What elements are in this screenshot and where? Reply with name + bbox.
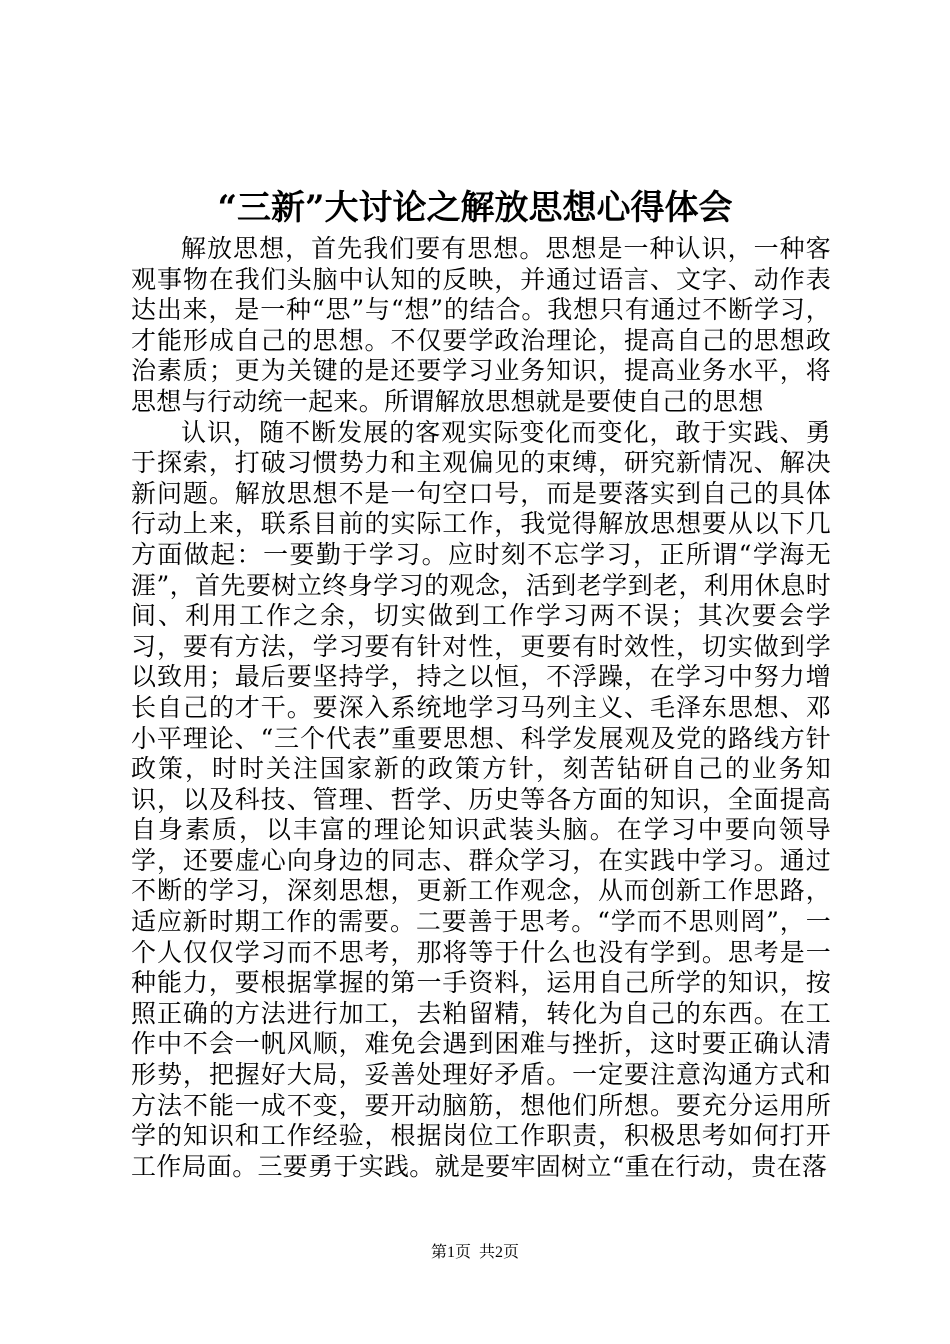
paragraph-2: 认识，随不断发展的客观实际变化而变化，敢于实践、勇于探索，打破习惯势力和主观偏见的束缚，研究新情况、解决新问题。解放思想不是一句空口号，而是要落实到自己的具体行动上来，联系目前的实际工作，我觉得解放思想要从以下几方面做起：一要勤于学习。应时刻不忘学习，正所谓“学海无涯”，首先要树立终身学习的观念，活到老学到老，利用休息时间、利用工作之余，切实做到工作学习两不误；其次要会学习，要有方法，学习要有针对性，更要有时效性，切实做到学以致用；最后要坚持学，持之以恒，不浮躁，在学习中努力增长自己的才干。要深入系统地学习马列主义、毛泽东思想、邓小平理论、“三个代表”重要思想、科学发展观及党的路线方针政策，时时关注国家新的政策方针，刻苦钻研自己的业务知识，以及科技、管理、哲学、历史等各方面的知识，全面提高自身素质，以丰富的理论知识武装头脑。在学习中要向领导学，还要虚心向身边的同志、群众学习，在实践中学习。通过不断的学习，深刻思想，更新工作观念，从而创新工作思路，适应新时期工作的需要。二要善于思考。“学而不思则罔”，一个人仅仅学习而不思考，那将等于什么也没有学到。思考是一种能力，要根据掌握的第一手资料，运用自己所学的知识，按照正确的方法进行加工，去粕留精，转化为自己的东西。在工作中不会一帆风顺，难免会遇到困难与挫折，这时要正确认清形势，把握好大局，妥善处理好矛盾。一定要注意沟通方式和方法不能一成不变，要开动脑筋，想他们所想。要充分运用所学的知识和工作经验，根据岗位工作职责，积极思考如何打开工作局面。三要勇于实践。就是要牢固树立“重在行动，贵在落 [131,417,831,1181]
paragraph-1: 解放思想，首先我们要有思想。思想是一种认识，一种客观事物在我们头脑中认知的反映，并通过语言、文字、动作表达出来，是一种“思”与“想”的结合。我想只有通过不断学习，才能形成自己的思想。不仅要学政治理论，提高自己的思想政治素质；更为关键的是还要学习业务知识，提高业务水平，将思想与行动统一起来。所谓解放思想就是要使自己的思想 [131,234,831,416]
document-body [131,234,831,1182]
page-footer [0,1243,950,1263]
document-title: “三新”大讨论之解放思想心得体会 [217,188,733,228]
page-number-label: 第1页 共2页 [430,1244,519,1261]
